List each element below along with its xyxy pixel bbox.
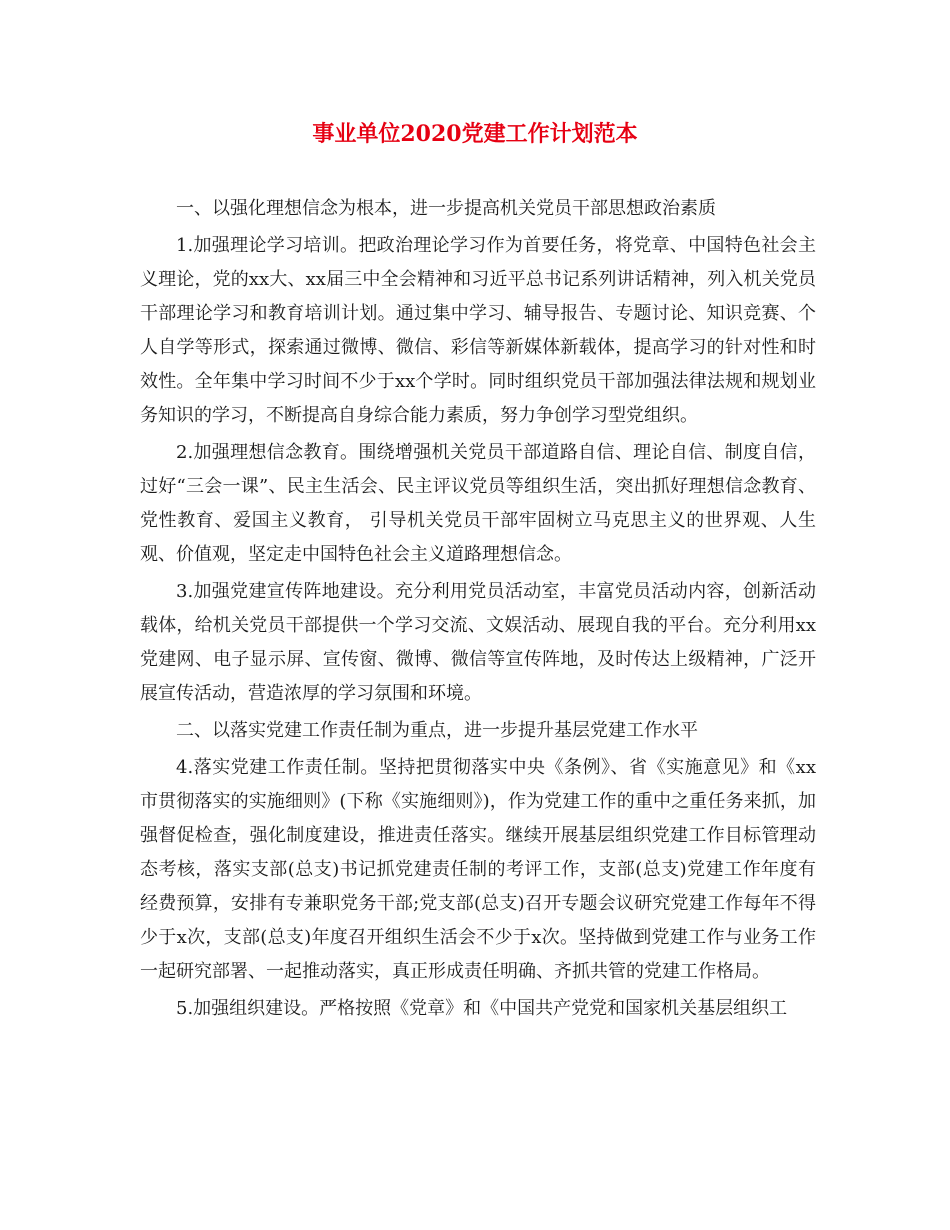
paragraph-5: 5.加强组织建设。严格按照《党章》和《中国共产党党和国家机关基层组织工 xyxy=(176,998,788,1019)
section-heading-1: 一、以强化理想信念为根本，进一步提高机关党员干部思想政治素质 xyxy=(176,198,716,219)
paragraph-3: 3.加强党建宣传阵地建设。充分利用党员活动室，丰富党员活动内容，创新活动载体，给机关党员干部提供一个学习交流、文娱活动、展现自我的平台。充分利用xx党建网、电子显示屏、宣传窗、微博、微信等宣传阵地，及时传达上级精神，广泛开展宣传活动，营造浓厚的学习氛围和环境。 xyxy=(140,581,816,704)
document-body xyxy=(140,192,816,1026)
paragraph-2: 2.加强理想信念教育。围绕增强机关党员干部道路自信、理论自信、制度自信，过好“三会一课”、民主生活会、民主评议党员等组织生活，突出抓好理想信念教育、党性教育、爱国主义教育， 引导机关党员干部牢固树立马克思主义的世界观、人生观、价值观，坚定走中国特色社会主义道路理想信念。 xyxy=(140,442,816,565)
paragraph-4: 4.落实党建工作责任制。坚持把贯彻落实中央《条例》、省《实施意见》和《xx市贯彻落实的实施细则》(下称《实施细则》)，作为党建工作的重中之重任务来抓，加强督促检查，强化制度建设，推进责任落实。继续开展基层组织党建工作目标管理动态考核，落实支部(总支)书记抓党建责任制的考评工作，支部(总支)党建工作年度有经费预算，安排有专兼职党务干部;党支部(总支)召开专题会议研究党建工作每年不得少于x次，支部(总支)年度召开组织生活会不少于x次。坚持做到党建工作与业务工作一起研究部署、一起推动落实，真正形成责任明确、齐抓共管的党建工作格局。 xyxy=(140,757,816,982)
document-title: 事业单位2020党建工作计划范本 xyxy=(312,121,638,147)
section-heading-2: 二、以落实党建工作责任制为重点，进一步提升基层党建工作水平 xyxy=(176,720,698,741)
paragraph-1: 1.加强理论学习培训。把政治理论学习作为首要任务，将党章、中国特色社会主义理论，党的xx大、xx届三中全会精神和习近平总书记系列讲话精神，列入机关党员干部理论学习和教育培训计划。通过集中学习、辅导报告、专题讨论、知识竞赛、个人自学等形式，探索通过微博、微信、彩信等新媒体新载体，提高学习的针对性和时效性。全年集中学习时间不少于xx个学时。同时组织党员干部加强法律法规和规划业务知识的学习，不断提高自身综合能力素质，努力争创学习型党组织。 xyxy=(140,235,816,426)
